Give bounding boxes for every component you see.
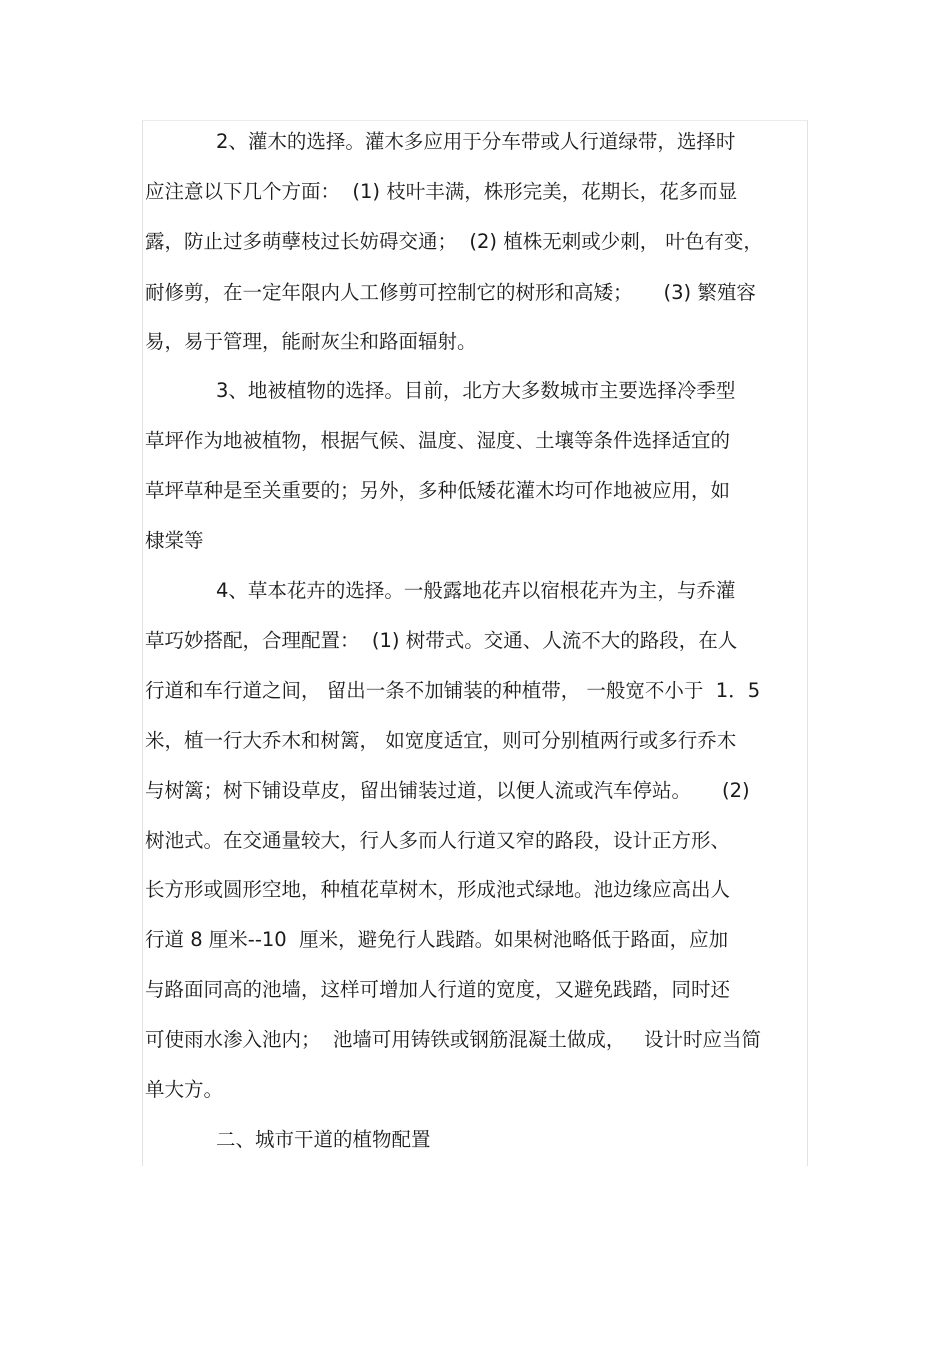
paragraph-line: 耐修剪，在一定年限内人工修剪可控制它的树形和高矮； (3) 繁殖容: [145, 281, 756, 304]
paragraph-line: 可使雨水渗入池内； 池墙可用铸铁或钢筋混凝土做成， 设计时应当简: [145, 1028, 761, 1051]
section-heading: 二、城市干道的植物配置: [216, 1128, 431, 1151]
paragraph-line: 2、灌木的选择。灌木多应用于分车带或人行道绿带，选择时: [216, 130, 736, 153]
paragraph-line: 长方形或圆形空地，种植花草树木，形成池式绿地。池边缘应高出人: [145, 878, 731, 901]
paragraph-line: 米，植一行大乔木和树篱， 如宽度适宜，则可分别植两行或多行乔木: [145, 729, 737, 752]
paragraph-line: 行道 8 厘米--10 厘米，避免行人践踏。如果树池略低于路面，应加: [145, 928, 729, 951]
paragraph-line: 草坪作为地被植物，根据气候、温度、湿度、土壤等条件选择适宜的: [145, 429, 731, 452]
paragraph-line: 3、地被植物的选择。目前，北方大多数城市主要选择冷季型: [216, 379, 736, 402]
paragraph-line: 棣棠等: [145, 529, 204, 552]
paragraph-line: 应注意以下几个方面： (1) 枝叶丰满，株形完美，花期长，花多而显: [145, 180, 738, 203]
paragraph-line: 露，防止过多萌孽枝过长妨碍交通； (2) 植株无刺或少刺， 叶色有变，: [145, 230, 763, 253]
paragraph-line: 单大方。: [145, 1078, 224, 1101]
paragraph-line: 4、草本花卉的选择。一般露地花卉以宿根花卉为主，与乔灌: [216, 579, 736, 602]
paragraph-line: 与路面同高的池墙，这样可增加人行道的宽度，又避免践踏，同时还: [145, 978, 731, 1001]
paragraph-line: 草巧妙搭配，合理配置： (1) 树带式。交通、人流不大的路段，在人: [145, 629, 738, 652]
paragraph-line: 易，易于管理，能耐灰尘和路面辐射。: [145, 330, 477, 353]
paragraph-line: 树池式。在交通量较大，行人多而人行道又窄的路段，设计正方形、: [145, 829, 731, 852]
paragraph-line: 与树篱；树下铺设草皮，留出铺装过道，以便人流或汽车停站。 (2): [145, 779, 750, 802]
paragraph-line: 行道和车行道之间， 留出一条不加铺装的种植带， 一般宽不小于 1．5: [145, 679, 761, 702]
paragraph-line: 草坪草种是至关重要的；另外，多种低矮花灌木均可作地被应用，如: [145, 479, 731, 502]
